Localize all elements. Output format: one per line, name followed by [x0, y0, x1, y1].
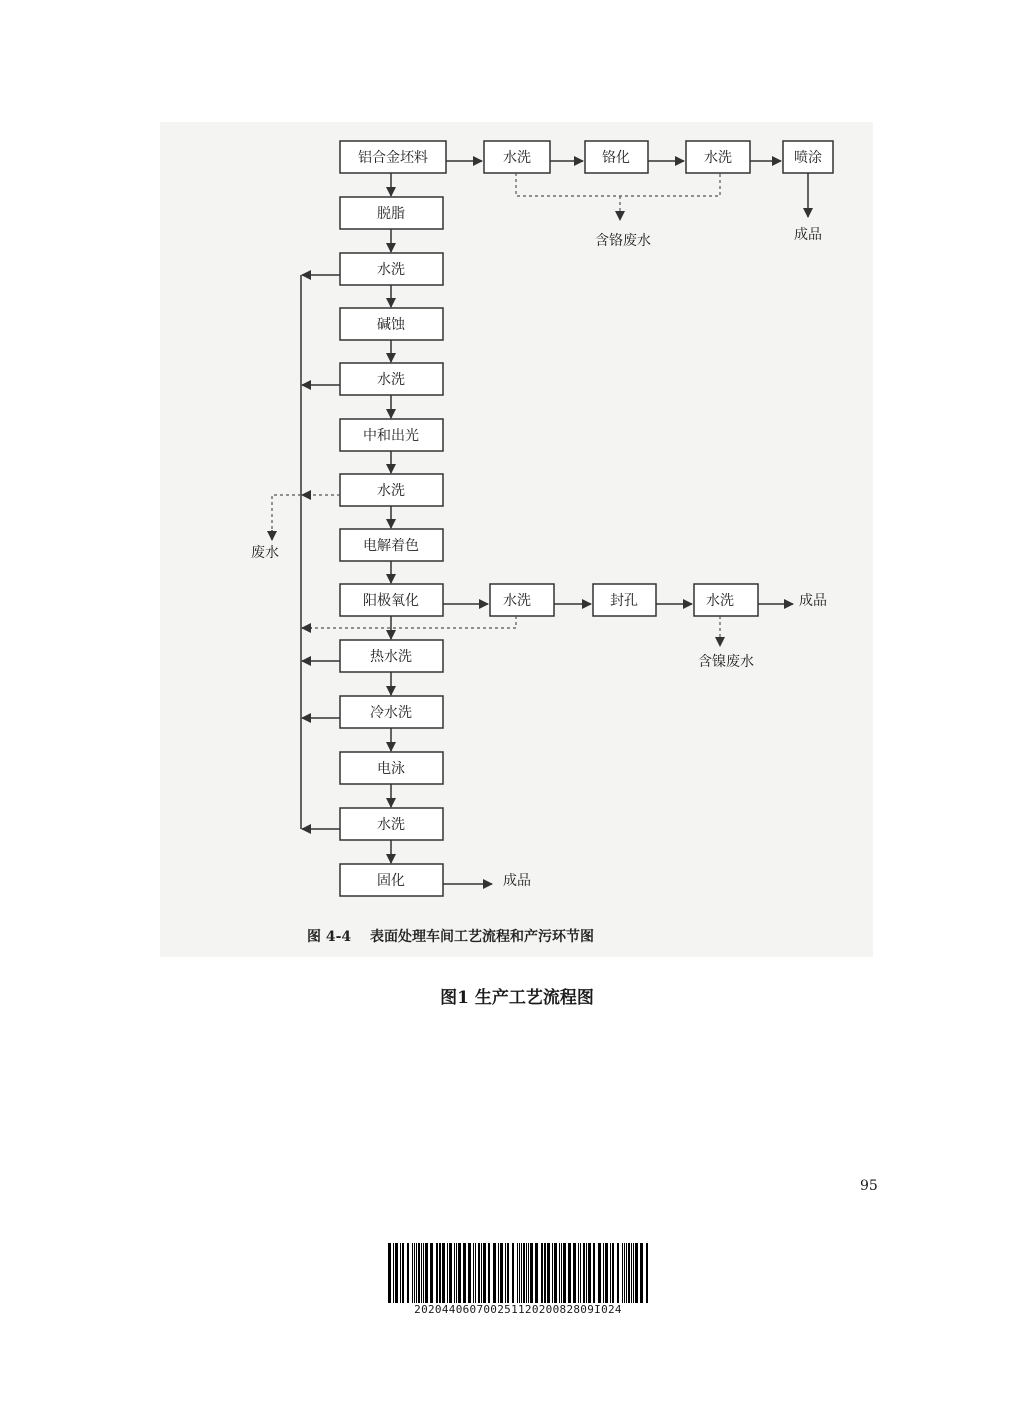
svg-text:水洗: 水洗: [377, 372, 405, 388]
barcode-bar: [519, 1243, 520, 1303]
barcode-bar: [530, 1243, 533, 1303]
barcode-bar: [628, 1243, 630, 1303]
barcode-bar: [544, 1243, 546, 1303]
svg-text:脱脂: 脱脂: [377, 206, 405, 222]
barcode-bar: [523, 1243, 525, 1303]
barcode-bar: [478, 1243, 480, 1303]
barcode-bar: [588, 1243, 591, 1303]
barcode-bar: [561, 1243, 562, 1303]
barcode-bar: [436, 1243, 438, 1303]
barcode-bar: [475, 1243, 476, 1303]
main-step-box: [340, 474, 443, 506]
mid-branch-box: [694, 584, 758, 616]
barcode-bar: [635, 1243, 638, 1303]
barcode-number: 20204406070025112020082809I024: [414, 1303, 622, 1316]
barcode-bar: [483, 1243, 486, 1303]
barcode-bar: [535, 1243, 538, 1303]
main-step-box: [340, 253, 443, 285]
barcode-bar: [578, 1243, 579, 1303]
svg-text:电解着色: 电解着色: [363, 538, 419, 554]
barcode-bar: [559, 1243, 560, 1303]
main-step-box: [340, 363, 443, 395]
svg-text:电泳: 电泳: [377, 761, 405, 777]
barcode-bar: [442, 1243, 445, 1303]
barcode-bar: [414, 1243, 415, 1303]
main-step-box: [340, 308, 443, 340]
svg-text:铝合金坯料: 铝合金坯料: [358, 150, 428, 166]
product-mid-label: 成品: [799, 593, 827, 609]
barcode-bar: [598, 1243, 601, 1303]
svg-text:碱蚀: 碱蚀: [377, 317, 405, 333]
barcode-bar: [603, 1243, 604, 1303]
product-bottom-label: 成品: [503, 873, 531, 889]
barcode-bar: [402, 1243, 404, 1303]
barcode-bar: [552, 1243, 553, 1303]
barcode-bar: [423, 1243, 424, 1303]
svg-text:固化: 固化: [377, 873, 405, 889]
svg-text:水洗: 水洗: [704, 150, 732, 166]
barcode-bar: [554, 1243, 557, 1303]
barcode-bar: [507, 1243, 509, 1303]
top-branch-box: [585, 141, 648, 173]
barcode-bar: [610, 1243, 611, 1303]
barcode-bar: [605, 1243, 608, 1303]
svg-text:水洗: 水洗: [377, 483, 405, 499]
barcode-bar: [407, 1243, 409, 1303]
svg-text:水洗: 水洗: [377, 262, 405, 278]
svg-text:水洗: 水洗: [377, 817, 405, 833]
main-step-box: [340, 529, 443, 561]
svg-text:铬化: 铬化: [602, 150, 630, 166]
nickel-waste-label: 含镍废水: [698, 654, 754, 670]
barcode-bar: [612, 1243, 614, 1303]
mid-branch-box: [593, 584, 656, 616]
barcode-bar: [421, 1243, 422, 1303]
barcode-bar: [400, 1243, 401, 1303]
svg-text:水洗: 水洗: [706, 593, 734, 609]
barcode-bar: [439, 1243, 441, 1303]
top-branch-box: [783, 141, 833, 173]
barcode-bar: [617, 1243, 619, 1303]
barcode-bar: [580, 1243, 581, 1303]
mid-branch-box: [490, 584, 554, 616]
barcode-bar: [481, 1243, 482, 1303]
figure-title: 图1 生产工艺流程图: [440, 988, 594, 1008]
barcode-bar: [586, 1243, 587, 1303]
product-top-label: 成品: [794, 227, 822, 243]
svg-text:热水洗: 热水洗: [370, 649, 412, 665]
main-step-box: [340, 141, 446, 173]
waste-water-label: 废水: [251, 545, 279, 561]
barcode-bar: [425, 1243, 428, 1303]
barcode-bar: [583, 1243, 585, 1303]
barcode-bar: [521, 1243, 522, 1303]
page-number: 95: [860, 1178, 878, 1194]
barcode-bar: [633, 1243, 634, 1303]
barcode-bar: [541, 1243, 543, 1303]
barcode-bar: [640, 1243, 643, 1303]
barcode-bar: [498, 1243, 499, 1303]
barcode-bar: [416, 1243, 417, 1303]
barcode-bar: [493, 1243, 496, 1303]
barcode-bar: [568, 1243, 571, 1303]
barcode-bar: [463, 1243, 466, 1303]
barcode-bar: [412, 1243, 413, 1303]
barcode-bar: [646, 1243, 648, 1303]
figure-caption: 图 4-4 表面处理车间工艺流程和产污环节图: [307, 929, 595, 945]
barcode-bar: [456, 1243, 457, 1303]
barcode-bar: [395, 1243, 398, 1303]
barcode-bar: [517, 1243, 518, 1303]
barcode-bar: [622, 1243, 623, 1303]
barcode-bar: [447, 1243, 448, 1303]
barcode-bar: [488, 1243, 490, 1303]
barcode-bar: [624, 1243, 625, 1303]
barcode-bar: [500, 1243, 503, 1303]
barcode-bar: [458, 1243, 461, 1303]
barcode-bar: [418, 1243, 420, 1303]
main-step-box: [340, 808, 443, 840]
svg-text:中和出光: 中和出光: [363, 428, 419, 444]
main-step-box: [340, 696, 443, 728]
chromium-waste-collector: [516, 173, 720, 220]
svg-text:阳极氧化: 阳极氧化: [363, 593, 419, 609]
top-branch-box: [686, 141, 750, 173]
top-branch-box: [484, 141, 550, 173]
svg-text:水洗: 水洗: [503, 593, 531, 609]
main-step-box: [340, 752, 443, 784]
barcode-bar: [393, 1243, 394, 1303]
main-step-box: [340, 584, 443, 616]
barcode-bar: [430, 1243, 433, 1303]
main-step-box: [340, 864, 443, 896]
barcode-bar: [547, 1243, 550, 1303]
main-step-box: [340, 419, 443, 451]
barcode-bar: [505, 1243, 506, 1303]
svg-text:水洗: 水洗: [503, 150, 531, 166]
barcode-bar: [468, 1243, 471, 1303]
barcode-bar: [573, 1243, 576, 1303]
svg-text:冷水洗: 冷水洗: [370, 705, 412, 721]
svg-text:封孔: 封孔: [610, 593, 638, 609]
barcode-bar: [528, 1243, 529, 1303]
barcode-bar: [473, 1243, 474, 1303]
barcode-bar: [631, 1243, 632, 1303]
main-step-box: [340, 197, 443, 229]
barcode-bar: [563, 1243, 566, 1303]
barcode-bar: [454, 1243, 455, 1303]
barcode-bar: [526, 1243, 527, 1303]
chromium-waste-label: 含铬废水: [595, 233, 651, 249]
svg-text:喷涂: 喷涂: [794, 150, 822, 166]
barcode-bar: [449, 1243, 452, 1303]
main-step-box: [340, 640, 443, 672]
barcode-bar: [593, 1243, 595, 1303]
barcode-bar: [626, 1243, 627, 1303]
barcode-bar: [512, 1243, 514, 1303]
barcode-bar: [388, 1243, 391, 1303]
barcode: [388, 1243, 648, 1303]
